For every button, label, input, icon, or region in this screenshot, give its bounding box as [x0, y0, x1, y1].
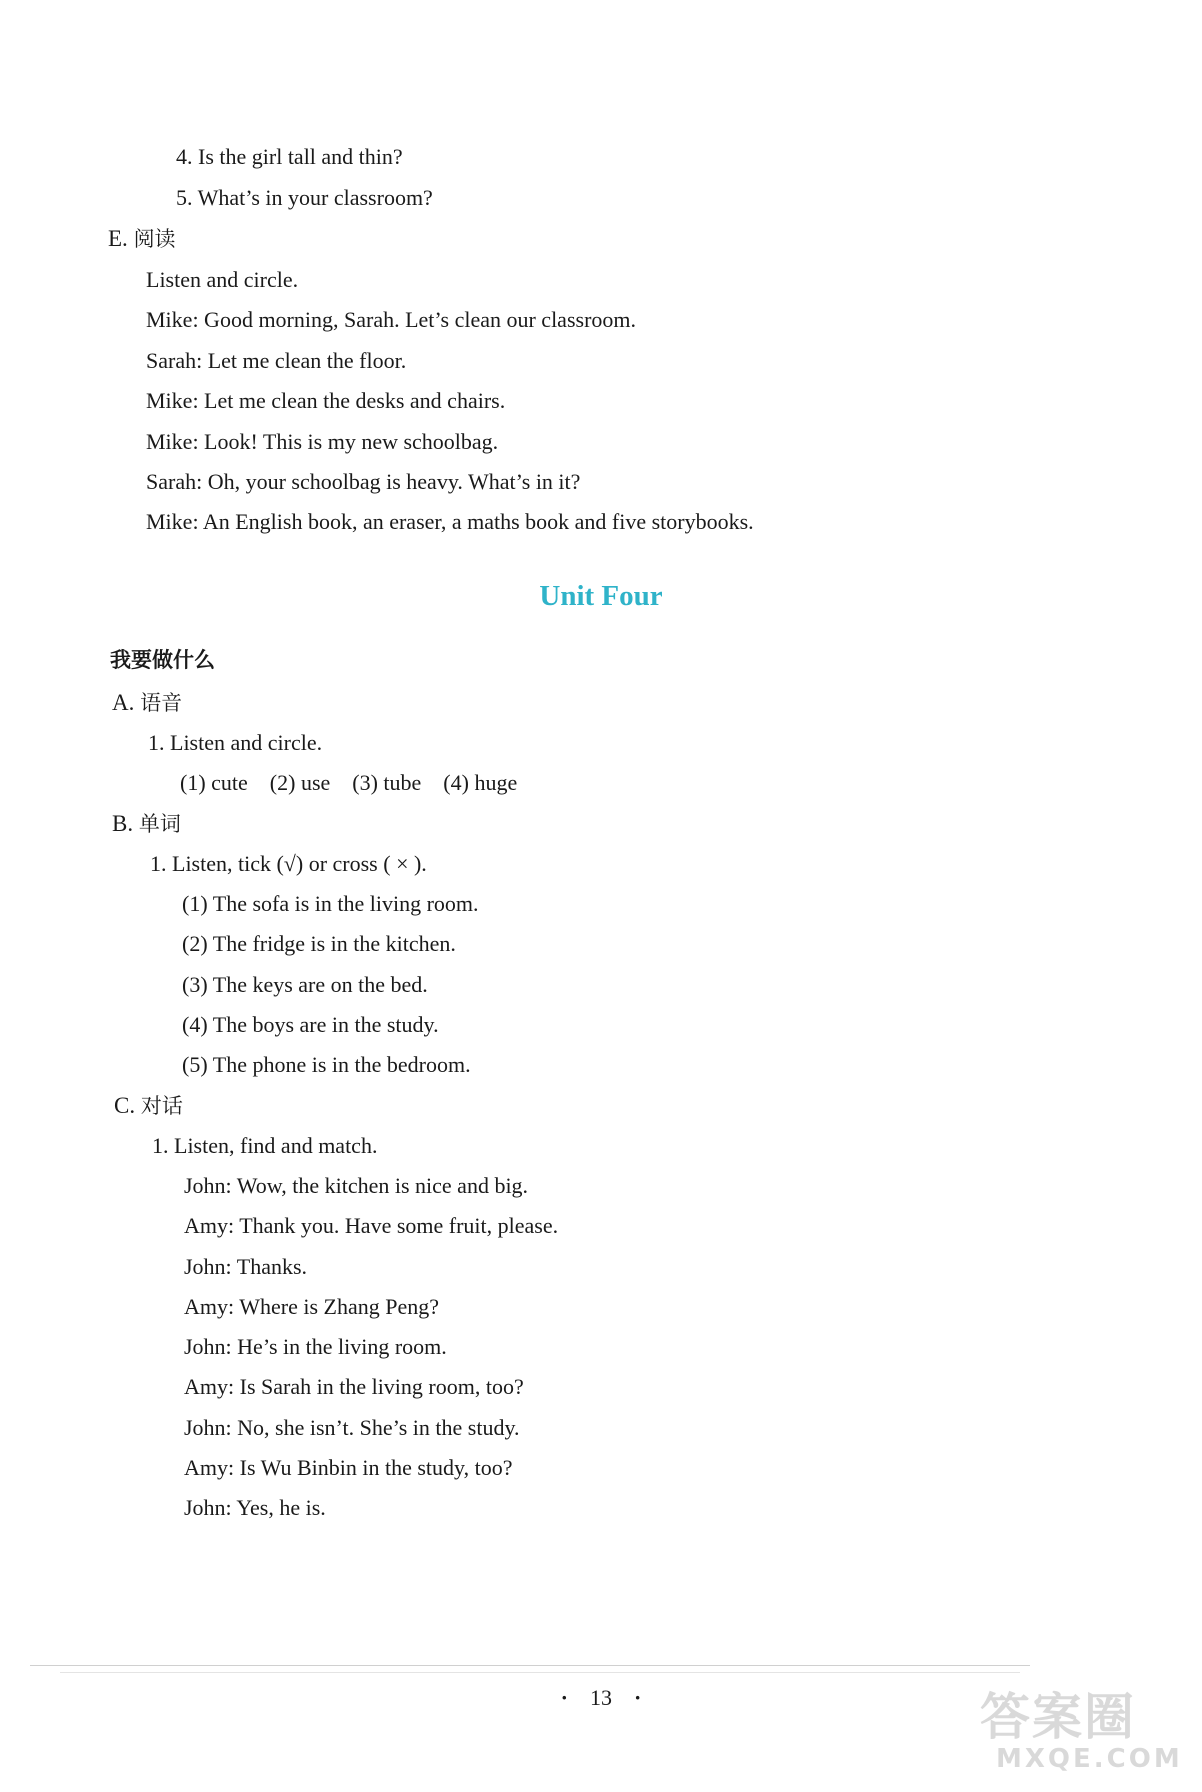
- section-b-item: (5) The phone is in the bedroom.: [182, 1052, 471, 1077]
- section-a-heading: [112, 688, 182, 718]
- dialogue-line: Mike: An English book, an eraser, a maths book and five storybooks.: [146, 509, 754, 534]
- dialogue-line: John: He’s in the living room.: [184, 1334, 447, 1359]
- section-a-title: 语音: [140, 691, 183, 715]
- dialogue-line: Mike: Look! This is my new schoolbag.: [146, 429, 499, 454]
- section-a-label: A.: [112, 690, 135, 715]
- watermark-top: 答案圈: [980, 1688, 1136, 1746]
- question-item-4: 4. Is the girl tall and thin?: [176, 144, 403, 169]
- section-b-item: (2) The fridge is in the kitchen.: [182, 931, 456, 956]
- section-b-title: 单词: [138, 812, 181, 836]
- watermark-logo: [980, 1688, 1183, 1782]
- section-b-item: (3) The keys are on the bed.: [182, 972, 428, 997]
- dialogue-line: Mike: Good morning, Sarah. Let’s clean our classroom.: [146, 307, 637, 332]
- page-dot-right: ·: [634, 1685, 642, 1710]
- dialogue-line: Sarah: Oh, your schoolbag is heavy. What’s in it?: [146, 469, 581, 494]
- section-c-heading: [114, 1091, 183, 1121]
- section-e-heading: [108, 224, 176, 254]
- section-b-item: (4) The boys are in the study.: [182, 1012, 439, 1037]
- dialogue-line: Mike: Let me clean the desks and chairs.: [146, 388, 506, 413]
- section-a-options: (1) cute (2) use (3) tube (4) huge: [180, 770, 518, 795]
- dialogue-line: John: Thanks.: [184, 1254, 308, 1279]
- dialogue-line: Amy: Where is Zhang Peng?: [184, 1294, 439, 1319]
- section-a-instruction: 1. Listen and circle.: [148, 730, 323, 755]
- section-b-heading: [112, 809, 181, 839]
- section-e-instruction: Listen and circle.: [146, 267, 299, 292]
- section-e-label: E.: [108, 226, 128, 251]
- section-b-instruction: 1. Listen, tick (√) or cross ( × ).: [150, 851, 427, 876]
- section-c-instruction: 1. Listen, find and match.: [152, 1133, 378, 1158]
- dialogue-line: Sarah: Let me clean the floor.: [146, 348, 407, 373]
- dialogue-line: Amy: Is Wu Binbin in the study, too?: [184, 1455, 513, 1480]
- section-c-title: 对话: [140, 1094, 183, 1118]
- footer-rule: [30, 1665, 1030, 1666]
- section-b-item: (1) The sofa is in the living room.: [182, 891, 479, 916]
- dialogue-line: John: Wow, the kitchen is nice and big.: [184, 1173, 529, 1198]
- watermark-bottom: MXQE.COM: [996, 1744, 1183, 1774]
- footer-rule: [60, 1672, 1020, 1673]
- page-dot-left: ·: [560, 1685, 568, 1710]
- question-item-5: 5. What’s in your classroom?: [176, 185, 433, 210]
- section-b-label: B.: [112, 811, 134, 836]
- unit-intro: 我要做什么: [110, 648, 215, 672]
- page-number-text: 13: [590, 1685, 612, 1710]
- dialogue-line: Amy: Thank you. Have some fruit, please.: [184, 1213, 559, 1238]
- dialogue-line: Amy: Is Sarah in the living room, too?: [184, 1374, 524, 1399]
- dialogue-line: John: No, she isn’t. She’s in the study.: [184, 1415, 520, 1440]
- section-c-label: C.: [114, 1093, 136, 1118]
- unit-title: Unit Four: [539, 580, 663, 612]
- section-e-title: 阅读: [133, 227, 176, 251]
- dialogue-line: John: Yes, he is.: [184, 1495, 326, 1520]
